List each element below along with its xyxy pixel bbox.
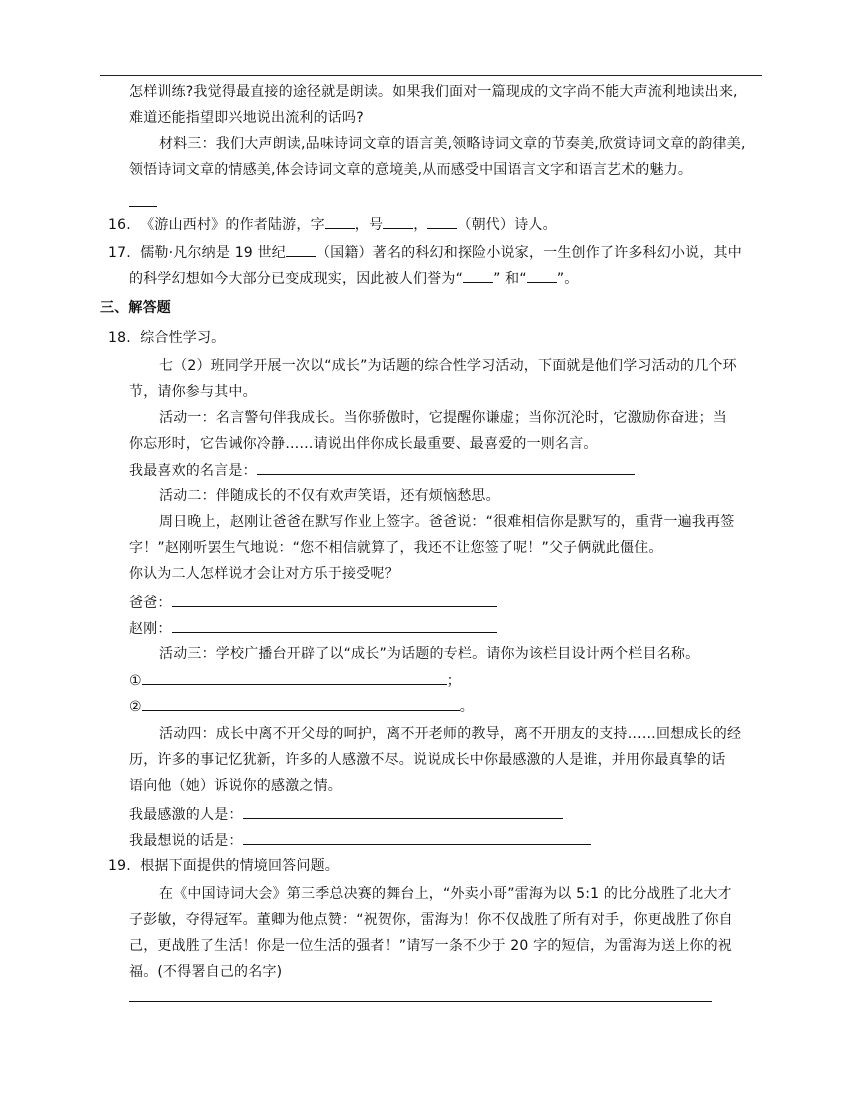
answer-blank-zhao[interactable] bbox=[172, 618, 497, 633]
material-three-line: 领悟诗词文章的情感美,体会诗词文章的意境美,从而感受中国语言文字和语言艺术的魅力。 bbox=[129, 162, 693, 178]
answer-blank-dad[interactable] bbox=[172, 592, 497, 607]
activity-four-line: 语向他（她）诉说你的感激之情。 bbox=[129, 778, 342, 794]
answer-line-message[interactable] bbox=[129, 1001, 712, 1002]
activity-one-line: 活动一：名言警句伴我成长。当你骄傲时，它提醒你谦虚；当你沉沦时，它激励你奋进；当 bbox=[159, 410, 727, 426]
answer-label: 爸爸： bbox=[129, 595, 172, 611]
activity-two-line: 字！”赵刚听罢生气地说：“您不相信就算了，我还不让您签了呢！”父子俩就此僵住。 bbox=[129, 540, 663, 556]
material-paragraph-line: 怎样训练?我觉得最直接的途径就是朗读。如果我们面对一篇现成的文字尚不能大声流利地读出来, bbox=[129, 84, 738, 100]
answer-blank-title-2[interactable] bbox=[527, 268, 557, 283]
activity-three-line: 活动三：学校广播台开辟了以“成长”为话题的专栏。请你为该栏目设计两个栏目名称。 bbox=[159, 646, 700, 662]
question-title: 综合性学习。 bbox=[140, 330, 226, 346]
circled-one: ① bbox=[129, 673, 142, 689]
question-19 bbox=[108, 856, 339, 876]
header-rule bbox=[100, 75, 762, 76]
question-17-line-2: 的科学幻想如今大部分已变成现实，因此被人们誉为“ ” 和“ ”。 bbox=[129, 268, 578, 289]
answer-label: 我最想说的话是： bbox=[129, 833, 243, 849]
answer-blank-words[interactable] bbox=[243, 830, 591, 845]
material-three-line: 材料三：我们大声朗读,品味诗词文章的语言美,领略诗词文章的节奏美,欣赏诗词文章的韵律美, bbox=[159, 136, 746, 152]
answer-blank-quote[interactable] bbox=[257, 460, 635, 475]
activity-one-line: 你忘形时，它告诫你冷静……请说出伴你成长最重要、最喜爱的一则名言。 bbox=[129, 436, 598, 452]
question-title: 根据下面提供的情境回答问题。 bbox=[140, 858, 339, 874]
activity-four-line: 活动四：成长中离不开父母的呵护，离不开老师的教导，离不开朋友的支持……回想成长的经 bbox=[159, 726, 742, 742]
question-18 bbox=[108, 328, 225, 348]
zhao-answer-row bbox=[129, 618, 497, 639]
scenario-line: 己，更战胜了生活！你是一位生活的强者！”请写一条不少于 20 字的短信，为雷海为送上你的祝 bbox=[129, 938, 732, 954]
column-name-row-2: ② 。 bbox=[129, 696, 474, 717]
scenario-line: 在《中国诗词大会》第三季总决赛的舞台上，“外卖小哥”雷海为以 5:1 的比分战胜了北大才 bbox=[159, 886, 732, 902]
answer-blank-person[interactable] bbox=[243, 804, 563, 819]
scenario-line: 福。(不得署自己的名字) bbox=[129, 964, 283, 980]
question-number: 18. bbox=[108, 330, 131, 346]
section-heading: 三、解答题 bbox=[100, 300, 171, 316]
question-number: 19. bbox=[108, 858, 131, 874]
activity-four-line: 历，许多的事记忆犹新，许多的人感激不尽。说说成长中你最感激的人是谁，并用你最真挚的话 bbox=[129, 752, 726, 768]
answer-label: 我最感激的人是： bbox=[129, 807, 243, 823]
scenario-line: 子彭敏，夺得冠军。董卿为他点赞：“祝贺你，雷海为！你不仅战胜了所有对手，你更战胜了你自 bbox=[129, 912, 733, 928]
activity-two-line: 活动二：伴随成长的不仅有欢声笑语，还有烦恼愁思。 bbox=[159, 488, 500, 504]
question-16: 16. 《游山西村》的作者陆游，字 ，号 ， （朝代）诗人。 bbox=[108, 214, 557, 235]
paragraph-line: 七（2）班同学开展一次以“成长”为话题的综合性学习活动，下面就是他们学习活动的几个环 bbox=[159, 358, 737, 374]
answer-blank-courtesy-name[interactable] bbox=[325, 214, 355, 229]
answer-label: 赵刚： bbox=[129, 621, 172, 637]
answer-label: 我最喜欢的名言是： bbox=[129, 463, 257, 479]
dad-answer-row bbox=[129, 592, 497, 613]
answer-blank-pseudonym[interactable] bbox=[383, 214, 413, 229]
activity-two-line: 周日晚上，赵刚让爸爸在默写作业上签字。爸爸说：“很难相信你是默写的，重背一遍我再签 bbox=[159, 514, 735, 530]
answer-blank-dynasty[interactable] bbox=[427, 214, 457, 229]
material-paragraph-line: 难道还能指望即兴地说出流利的话吗? bbox=[129, 110, 364, 126]
activity-two-question: 你认为二人怎样说才会让对方乐于接受呢？ bbox=[129, 566, 399, 582]
answer-blank-nationality[interactable] bbox=[286, 242, 316, 257]
question-17: 17. 儒勒·凡尔纳是 19 世纪 （国籍）著名的科幻和探险小说家，一生创作了许多科幻小说，其中 bbox=[108, 242, 742, 263]
paragraph-line: 节，请你参与其中。 bbox=[129, 384, 257, 400]
question-number: 17. bbox=[108, 245, 131, 261]
circled-two: ② bbox=[129, 699, 142, 715]
grateful-person-row bbox=[129, 804, 563, 825]
answer-blank-column-1[interactable] bbox=[142, 670, 447, 685]
column-name-row-1: ① ； bbox=[129, 670, 461, 691]
answer-blank-column-2[interactable] bbox=[142, 696, 460, 711]
short-rule bbox=[129, 206, 157, 207]
question-number: 16. bbox=[108, 217, 131, 233]
answer-blank-title-1[interactable] bbox=[463, 268, 493, 283]
favorite-quote-row bbox=[129, 460, 635, 481]
grateful-words-row bbox=[129, 830, 591, 851]
